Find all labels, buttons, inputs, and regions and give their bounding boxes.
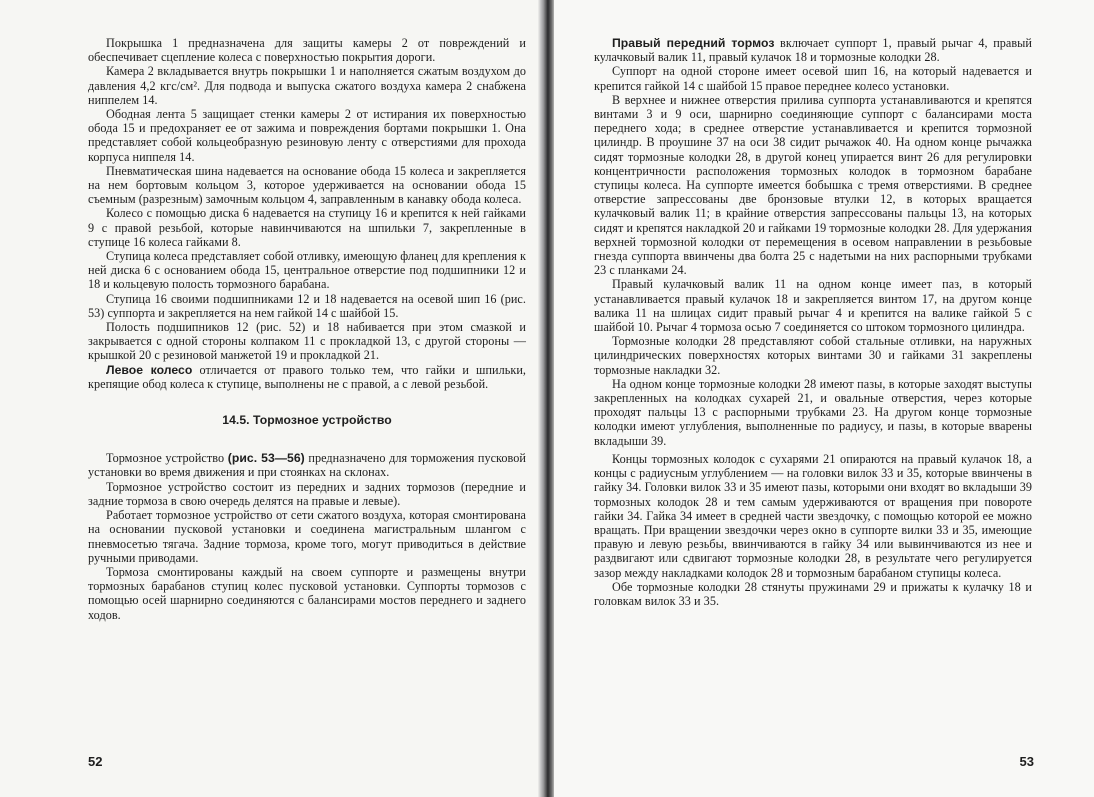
paragraph: Камера 2 вкладывается внутрь покрышки 1 и наполняется сжатым воздухом до давления 4,2 кгс/см². Для подвода и выпуска сжатого воздуха камера 2 снабжена ниппелем 14. [88,64,526,107]
left-page-text [88,36,526,622]
paragraph: Суппорт на одной стороне имеет осевой шип 16, на который надевается и крепится гайкой 14 с шайбой 15 правое переднее колесо установки. [594,64,1032,93]
paragraph: В верхнее и нижнее отверстия прилива суппорта устанавливаются и крепятся винтами 3 и 9 оси, шарнирно соединяющие суппорт с балансирами моста переднего хода; в среднее отверстие устанавливается и крепится тормозной цилиндр. В проушине 37 на оси 38 сидит рычажок 40. На одном конце рычажка сидят тормозные колодки 28, в другой конец упирается винт 26 для регулировки концентричности расположения тормозных колодок в тормозном барабане ступицы колеса. На суппорте имеется бобышка с тремя отверстиями. В среднее отверстие запрессованы две бронзовые втулки 12, в которых вращается кулачковый валик 11; в крайние отверстия запрессованы пальцы 13, на которых сидят и крепятся накладкой 20 и гайками 19 тормозные колодки 28. Для удержания верхней тормозной колодки от перемещения в осевом направлении в резьбовые гнезда суппорта ввинчены два болта 25 с надетыми на них распорными трубками 23 с планками 24. [594,92,1032,278]
paragraph: Полость подшипников 12 (рис. 52) и 18 набивается при этом смазкой и закрывается с одной стороны колпаком 11 с прокладкой 13, с другой стороны — крышкой 20 с резиновой манжетой 19 и прокладкой 21. [88,320,526,363]
paragraph: Покрышка 1 предназначена для защиты камеры 2 от повреждений и обеспечивает сцепление колеса с поверхностью покрытия дороги. [88,36,526,65]
left-wheel-paragraph [88,363,526,391]
figure-reference: (рис. 53—56) [227,451,305,466]
page-number-right: 53 [1019,754,1034,769]
page-number-left: 52 [88,754,103,769]
paragraph: Тормозные колодки 28 представляют собой стальные отливки, на наружных цилиндрических поверхностях которых винтами 30 и гайками 31 закреплены тормозные накладки 32. [594,334,1032,377]
brake-intro-prefix: Тормозное устройство [106,451,228,466]
paragraph: Ступица 16 своими подшипниками 12 и 18 надевается на осевой шип 16 (рис. 53) суппорта и закрепляется на нем гайкой 14 с шайбой 15. [88,291,526,320]
paragraph: Правый кулачковый валик 11 на одном конце имеет паз, в который устанавливается правый кулачок 18 и закрепляется винтом 17, на другом конце валика 11 на шлицах сидит правый рычаг 4 и крепится на валике гайкой 5 с шайбой 10. Рычаг 4 тормоза осью 7 соединяется со штоком тормозного цилиндра. [594,277,1032,335]
brake-intro-paragraph [88,451,526,479]
right-page [554,0,1094,797]
left-wheel-text: отличается от правого только тем, что гайки и шпильки, крепящие обод колеса к ступице, выполнены не с правой, а с левой резьбой. [88,362,526,391]
left-page [0,0,540,797]
paragraph: Пневматическая шина надевается на основание обода 15 колеса и закрепляется на нем бортовым кольцом 3, которое удерживается на основании обода 15 съемным (разрезным) замочным кольцом 4, заправленным в канавку обода колеса. [88,163,526,207]
paragraph: Колесо с помощью диска 6 надевается на ступицу 16 и крепится к ней гайками 9 с правой резьбой, которые навинчиваются на шпильки 7, закрепленные в ступице 16 колеса гайками 8. [88,206,526,249]
paragraph: На одном конце тормозные колодки 28 имеют пазы, в которые заходят выступы закрепленных на колодках сухарей 21, и овальные отверстия, через которые проходят пальцы 13 с распорными трубками 23. На другом конце тормозные колодки имеют углубления, выполненные по радиусу, и пазы, в которые вварены вкладыши 39. [594,376,1032,448]
left-wheel-lead: Левое колесо [106,362,193,377]
paragraph: Обе тормозные колодки 28 стянуты пружинами 29 и прижаты к кулачку 18 и головкам вилок 33 и 35. [594,579,1032,608]
paragraph: Работает тормозное устройство от сети сжатого воздуха, которая смонтирована на основании пусковой установки и соединена магистральным шлангом с пневмосетью тягача. Задние тормоза, кроме того, могут приводиться в действие ручными приводами. [88,508,526,565]
right-page-text [594,36,1032,608]
paragraph: Тормоза смонтированы каждый на своем суппорте и размещены внутри тормозных барабанов ступиц колес пусковой установки. Суппорты тормозов с помощью осей шарнирно соединяются с балансирами мостов переднего и заднего ходов. [88,564,526,622]
brake-intro-suffix: предназначено для торможения пусковой установки во время движения и при стоянках на склонах. [88,451,526,480]
front-brake-paragraph [594,36,1032,64]
front-brake-lead: Правый передний тормоз [612,36,775,50]
paragraph: Ободная лента 5 защищает стенки камеры 2 от истирания их поверхностью обода 15 и предохраняет ее от зажима и повреждения бортами покрышки 1. Она представляет собой кольцеобразную резиновую ленту с отверстиями для прохода корпуса ниппеля 14. [88,107,526,164]
paragraph: Ступица колеса представляет собой отливку, имеющую фланец для крепления к ней диска 6 с основанием обода 15, центральное отверстие под подшипники 12 и 18 и кольцевую полость тормозного барабана. [88,249,526,292]
front-brake-text: включает суппорт 1, правый рычаг 4, правый кулачковый валик 11, правый кулачок 18 и тормозные колодки 28. [594,36,1032,65]
section-heading: 14.5. Тормозное устройство [222,413,392,428]
paragraph: Концы тормозных колодок с сухарями 21 опираются на правый кулачок 18, а концы с радиусным углублением — на головки вилок 33 и 35, которые ввинчены в гайку 34. Головки вилок 33 и 35 имеют пазы, которыми они входят во вкладыши 39 тормозных колодок 28 и тем самым удерживаются от вращения при повороте гайки 34. Гайка 34 имеет в средней части звездочку, с помощью которой ее можно вращать. При вращении звездочки через окно в суппорте вилки 33 и 35, имеющие правую и левую резьбы, ввинчиваются в гайку 34 или вывинчиваются из нее и раздвигают или сдвигают тормозные колодки 28, в результате чего регулируется зазор между накладками колодок 28 и тормозным барабаном ступицы колеса. [594,451,1032,580]
paragraph: Тормозное устройство состоит из передних и задних тормозов (передние и задние тормоза в свою очередь делятся на правые и левые). [88,479,526,508]
